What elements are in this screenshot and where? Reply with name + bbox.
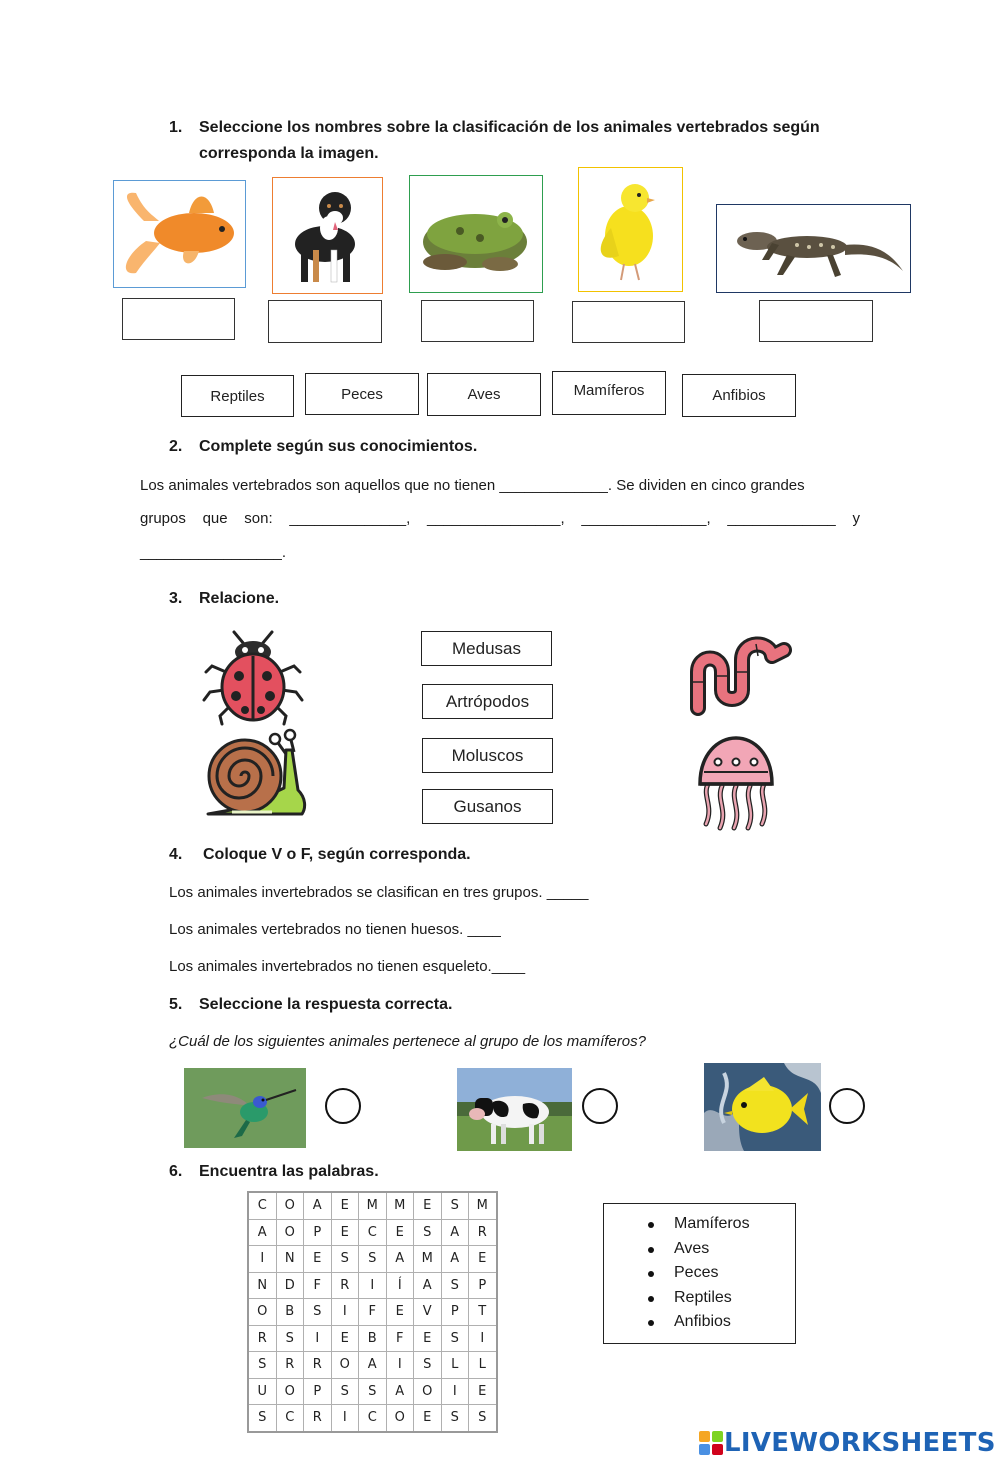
grid-cell[interactable]: R <box>331 1272 359 1299</box>
lizard-photo <box>716 204 911 293</box>
grid-cell[interactable]: I <box>441 1378 469 1405</box>
grid-cell[interactable]: S <box>248 1405 276 1432</box>
cow-photo <box>457 1068 572 1151</box>
q5-title: Seleccione la respuesta correcta. <box>199 996 453 1013</box>
word-list-item: Aves <box>674 1237 795 1262</box>
rel-option-medusas[interactable]: Medusas <box>421 631 552 666</box>
q1-number: 1. <box>169 119 183 136</box>
grid-cell[interactable]: I <box>386 1352 414 1379</box>
word-list-item: Peces <box>674 1261 795 1286</box>
grid-cell[interactable]: O <box>331 1352 359 1379</box>
q6-number: 6. <box>169 1163 183 1180</box>
q4-title: Coloque V o F, según corresponda. <box>203 846 471 863</box>
grid-cell[interactable]: U <box>248 1378 276 1405</box>
grid-cell[interactable]: M <box>414 1246 442 1273</box>
grid-cell[interactable]: S <box>304 1299 332 1326</box>
grid-cell[interactable]: S <box>331 1378 359 1405</box>
grid-cell[interactable]: I <box>331 1405 359 1432</box>
word-list <box>603 1203 796 1344</box>
grid-cell[interactable]: S <box>248 1352 276 1379</box>
grid-cell[interactable]: L <box>441 1352 469 1379</box>
grid-cell[interactable]: S <box>441 1272 469 1299</box>
grid-cell[interactable]: P <box>304 1219 332 1246</box>
grid-cell[interactable]: A <box>304 1192 332 1219</box>
option-mamiferos[interactable]: Mamíferos <box>552 371 666 415</box>
q4-statement-2[interactable]: Los animales vertebrados no tienen huesos. ____ <box>169 921 501 938</box>
grid-cell[interactable]: E <box>386 1219 414 1246</box>
grid-cell[interactable]: A <box>441 1219 469 1246</box>
q2-blank[interactable]: ________________, <box>426 510 565 527</box>
grid-cell[interactable]: N <box>276 1246 304 1273</box>
fish-photo <box>113 180 246 288</box>
grid-cell[interactable]: E <box>414 1192 442 1219</box>
grid-cell[interactable]: A <box>359 1352 387 1379</box>
grid-cell[interactable]: B <box>359 1325 387 1352</box>
grid-cell[interactable]: I <box>248 1246 276 1273</box>
grid-cell[interactable]: R <box>304 1405 332 1432</box>
jellyfish-icon <box>694 734 778 832</box>
q1-title-line1: Seleccione los nombres sobre la clasificación de los animales vertebrados según <box>199 119 820 136</box>
radio-yellow-fish[interactable] <box>829 1088 865 1124</box>
answer-box-lizard[interactable] <box>759 300 873 342</box>
option-anfibios[interactable]: Anfibios <box>682 374 796 417</box>
q2-line2 <box>140 510 860 527</box>
grid-cell[interactable]: L <box>469 1352 497 1379</box>
grid-cell[interactable]: F <box>359 1299 387 1326</box>
grid-cell[interactable]: S <box>276 1325 304 1352</box>
grid-row <box>248 1378 497 1405</box>
ladybug-icon <box>200 630 306 726</box>
option-reptiles[interactable]: Reptiles <box>181 375 294 417</box>
answer-box-fish[interactable] <box>122 298 235 340</box>
q2-number: 2. <box>169 438 183 455</box>
canary-photo <box>578 167 683 292</box>
grid-cell[interactable]: A <box>248 1219 276 1246</box>
grid-cell[interactable]: C <box>276 1405 304 1432</box>
grid-row <box>248 1325 497 1352</box>
q1-title-line2: corresponda la imagen. <box>199 145 379 162</box>
option-peces[interactable]: Peces <box>305 373 419 415</box>
grid-cell[interactable]: E <box>386 1299 414 1326</box>
q3-title: Relacione. <box>199 590 280 607</box>
worm-icon <box>686 632 796 716</box>
grid-cell[interactable]: S <box>469 1405 497 1432</box>
grid-cell[interactable]: R <box>304 1352 332 1379</box>
grid-cell[interactable]: I <box>469 1325 497 1352</box>
grid-cell[interactable]: S <box>414 1352 442 1379</box>
grid-cell[interactable]: S <box>441 1192 469 1219</box>
snail-icon <box>202 728 312 822</box>
liveworksheets-icon <box>698 1430 724 1456</box>
q2-title: Complete según sus conocimientos. <box>199 438 478 455</box>
option-aves[interactable]: Aves <box>427 373 541 416</box>
grid-cell[interactable]: A <box>386 1378 414 1405</box>
grid-cell[interactable]: E <box>414 1325 442 1352</box>
q2-blank[interactable]: _______________, <box>581 510 711 527</box>
logo-text: LIVEWORKSHEETS <box>724 1428 996 1458</box>
q6-title: Encuentra las palabras. <box>199 1163 379 1180</box>
grid-cell[interactable]: A <box>441 1246 469 1273</box>
radio-cow[interactable] <box>582 1088 618 1124</box>
grid-cell[interactable]: O <box>248 1299 276 1326</box>
word-list-item: Reptiles <box>674 1286 795 1311</box>
grid-row <box>248 1192 497 1219</box>
grid-cell[interactable]: E <box>331 1192 359 1219</box>
grid-cell[interactable]: O <box>276 1192 304 1219</box>
grid-row <box>248 1405 497 1432</box>
q2-line2-word: son: <box>244 510 273 527</box>
grid-cell[interactable]: M <box>469 1192 497 1219</box>
rel-option-artropodos[interactable]: Artrópodos <box>422 684 553 719</box>
grid-cell[interactable]: A <box>414 1272 442 1299</box>
grid-cell[interactable]: O <box>276 1378 304 1405</box>
grid-cell[interactable]: R <box>469 1219 497 1246</box>
grid-cell[interactable]: R <box>276 1352 304 1379</box>
grid-cell[interactable]: I <box>359 1272 387 1299</box>
liveworksheets-logo <box>698 1428 996 1458</box>
q5-question: ¿Cuál de los siguientes animales pertenece al grupo de los mamíferos? <box>169 1033 646 1050</box>
rel-option-gusanos[interactable]: Gusanos <box>422 789 553 824</box>
q2-blank[interactable]: _____________ <box>727 510 836 527</box>
grid-cell[interactable]: I <box>304 1325 332 1352</box>
grid-cell[interactable]: I <box>331 1299 359 1326</box>
grid-cell[interactable]: F <box>386 1325 414 1352</box>
q4-statement-1[interactable]: Los animales invertebrados se clasifican en tres grupos. _____ <box>169 884 589 901</box>
grid-cell[interactable]: V <box>414 1299 442 1326</box>
yellow-fish-photo <box>704 1063 821 1151</box>
grid-cell[interactable]: B <box>276 1299 304 1326</box>
grid-row <box>248 1299 497 1326</box>
grid-cell[interactable]: E <box>469 1378 497 1405</box>
grid-cell[interactable]: S <box>359 1378 387 1405</box>
q3-number: 3. <box>169 590 183 607</box>
q2-line2-word: y <box>852 510 860 527</box>
word-list-item: Anfibios <box>674 1310 795 1335</box>
grid-cell[interactable]: A <box>386 1246 414 1273</box>
hummingbird-photo <box>184 1068 306 1148</box>
grid-cell[interactable]: E <box>469 1246 497 1273</box>
answer-box-frog[interactable] <box>421 300 534 342</box>
grid-cell[interactable]: C <box>248 1192 276 1219</box>
q4-number: 4. <box>169 846 183 863</box>
answer-box-dog[interactable] <box>268 300 382 343</box>
grid-cell[interactable]: P <box>469 1272 497 1299</box>
grid-cell[interactable]: S <box>414 1219 442 1246</box>
grid-cell[interactable]: C <box>359 1405 387 1432</box>
grid-cell[interactable]: P <box>304 1378 332 1405</box>
grid-cell[interactable]: M <box>386 1192 414 1219</box>
grid-cell[interactable]: E <box>331 1219 359 1246</box>
grid-cell[interactable]: E <box>331 1325 359 1352</box>
grid-cell[interactable]: F <box>304 1272 332 1299</box>
grid-row <box>248 1219 497 1246</box>
grid-cell[interactable]: S <box>331 1246 359 1273</box>
grid-cell[interactable]: N <box>248 1272 276 1299</box>
grid-cell[interactable]: S <box>441 1405 469 1432</box>
q2-line1: Los animales vertebrados son aquellos que no tienen _____________. Se dividen en cinco grandes <box>140 477 805 494</box>
grid-cell[interactable]: S <box>441 1325 469 1352</box>
q2-line3[interactable]: _________________. <box>140 544 286 561</box>
grid-cell[interactable]: O <box>386 1405 414 1432</box>
q2-line2-word: grupos <box>140 510 186 527</box>
grid-cell[interactable]: P <box>441 1299 469 1326</box>
grid-row <box>248 1272 497 1299</box>
grid-cell[interactable]: Í <box>386 1272 414 1299</box>
grid-cell[interactable]: R <box>248 1325 276 1352</box>
grid-cell[interactable]: O <box>414 1378 442 1405</box>
grid-row <box>248 1352 497 1379</box>
grid-cell[interactable]: E <box>304 1246 332 1273</box>
q2-line2-word: que <box>202 510 228 527</box>
radio-hummingbird[interactable] <box>325 1088 361 1124</box>
dog-photo <box>272 177 383 294</box>
rel-option-moluscos[interactable]: Moluscos <box>422 738 553 773</box>
frog-photo <box>409 175 543 293</box>
grid-cell[interactable]: C <box>359 1219 387 1246</box>
grid-cell[interactable]: O <box>276 1219 304 1246</box>
word-search-grid <box>247 1191 498 1433</box>
grid-cell[interactable]: S <box>359 1246 387 1273</box>
grid-cell[interactable]: T <box>469 1299 497 1326</box>
word-list-item: Mamíferos <box>674 1212 795 1237</box>
q5-number: 5. <box>169 996 183 1013</box>
grid-cell[interactable]: D <box>276 1272 304 1299</box>
grid-row <box>248 1246 497 1273</box>
grid-cell[interactable]: E <box>414 1405 442 1432</box>
grid-cell[interactable]: M <box>359 1192 387 1219</box>
answer-box-canary[interactable] <box>572 301 685 343</box>
q4-statement-3[interactable]: Los animales invertebrados no tienen esqueleto.____ <box>169 958 526 975</box>
q2-blank[interactable]: ______________, <box>289 510 411 527</box>
